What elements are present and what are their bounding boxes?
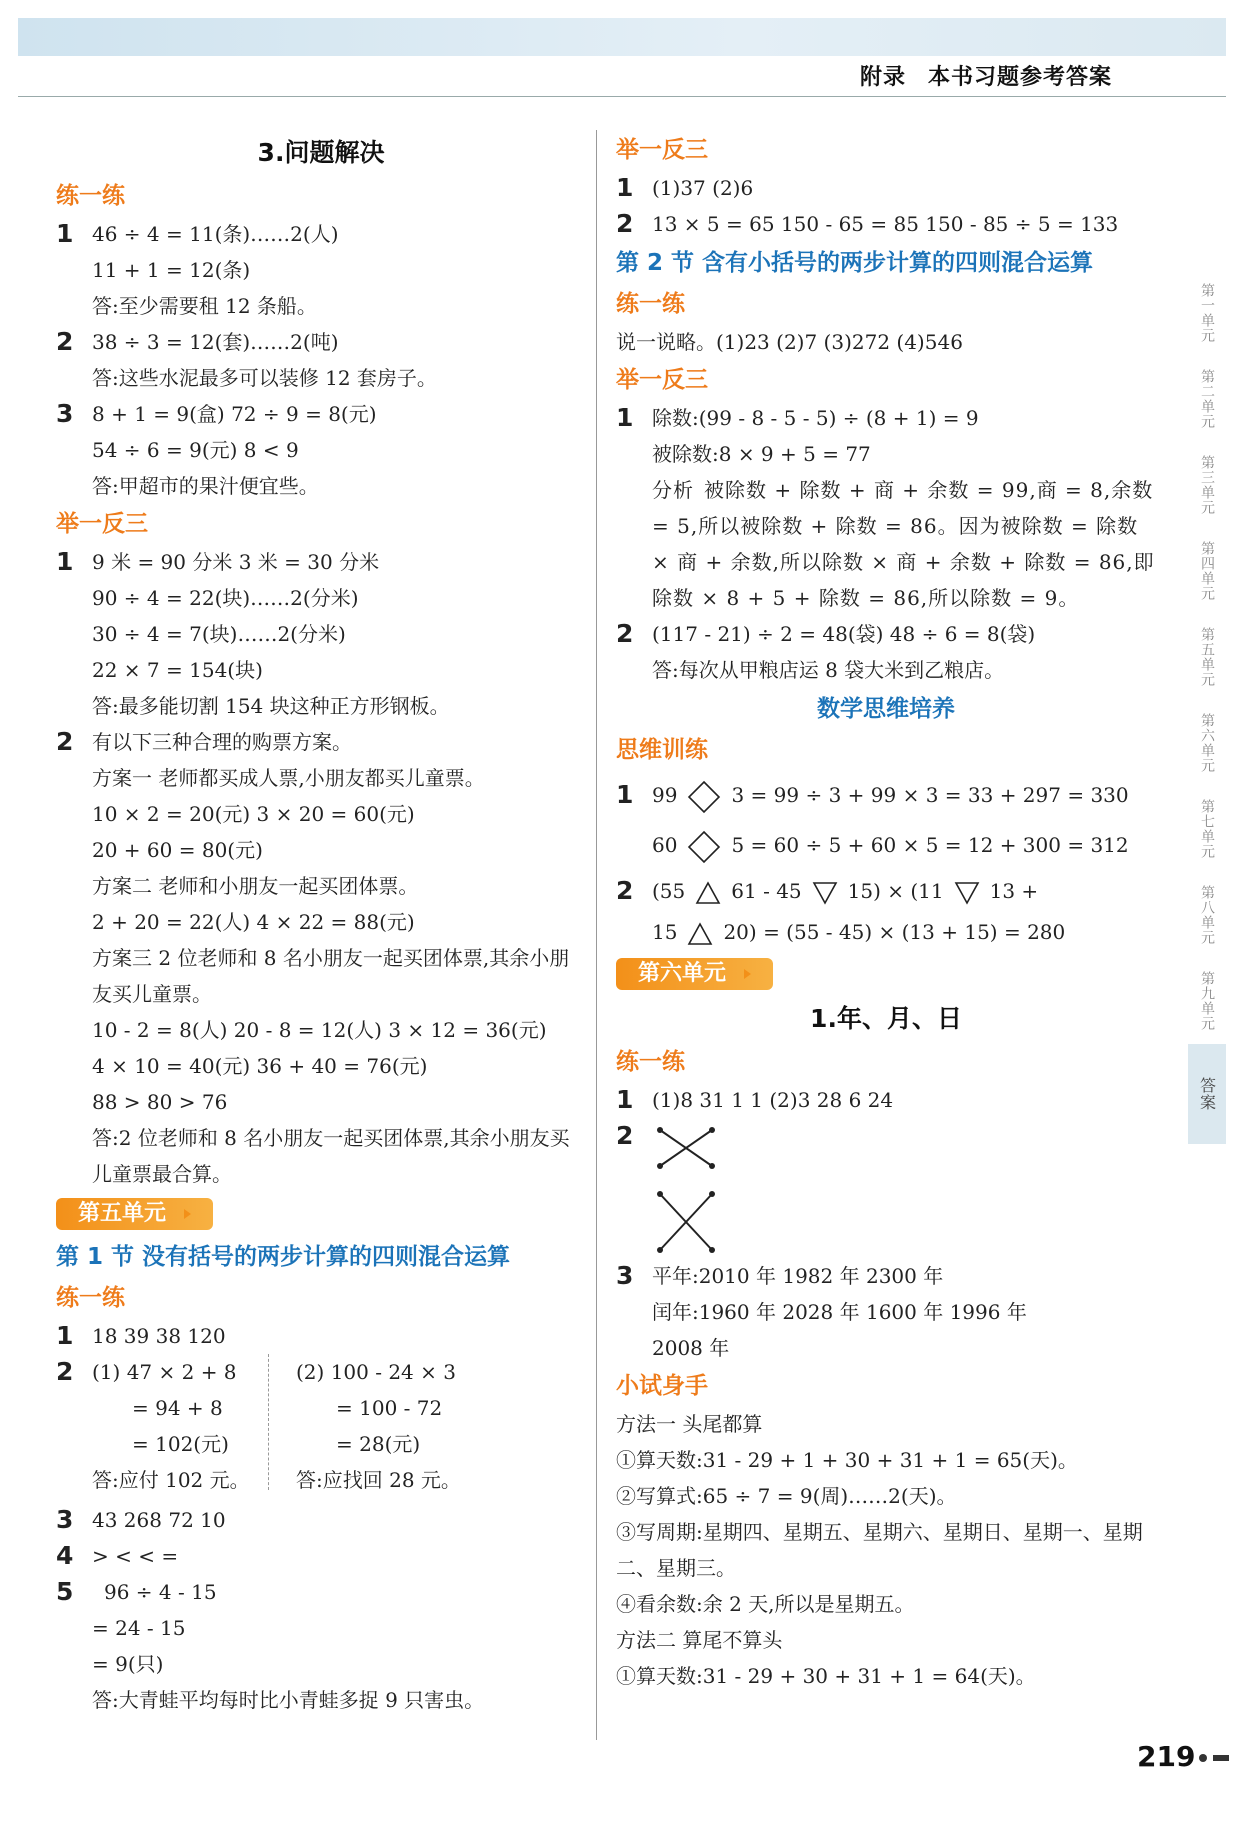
analysis-label: 分析 [652, 478, 694, 502]
question-number: 1 [616, 403, 634, 432]
answer-line: = 24 - 15 [92, 1616, 186, 1640]
matching-block [616, 1118, 1156, 1258]
column-divider [596, 130, 597, 1740]
answer-line [616, 833, 1129, 857]
answer-line: 20 + 60 = 80(元) [92, 838, 263, 862]
operand: 13 + [989, 879, 1039, 903]
unit-badge: 第六单元 [616, 958, 773, 990]
operand: 15 [652, 920, 678, 944]
sidebar-tab-unit5[interactable]: 第五单元 [1199, 627, 1215, 687]
question-number: 1 [56, 547, 74, 576]
answer-line: 答:最多能切割 154 块这种正方形钢板。 [92, 694, 450, 718]
answer-line: 8 + 1 = 9(盒) 72 ÷ 9 = 8(元) [92, 402, 377, 426]
answer-line: ④看余数:余 2 天,所以是星期五。 [616, 1592, 915, 1616]
operand: 99 [652, 783, 678, 807]
answer-line: 88 > 80 > 76 [92, 1090, 228, 1114]
answer-line: 方案一 老师都买成人票,小朋友都买儿童票。 [92, 766, 485, 790]
q2-block [56, 1354, 586, 1498]
page-number [1137, 1740, 1229, 1773]
answer-line: 答:应付 102 元。 [92, 1468, 250, 1492]
triangle-down-icon [954, 881, 980, 905]
answer-line: 10 × 2 = 20(元) 3 × 20 = 60(元) [92, 802, 415, 826]
answer-line: ①算天数:31 - 29 + 1 + 30 + 31 + 1 = 65(天)。 [616, 1448, 1078, 1472]
answer-line: > < < = [92, 1544, 179, 1568]
question-number: 3 [56, 399, 74, 428]
sidebar-tab-unit8[interactable]: 第八单元 [1199, 885, 1215, 945]
analysis-block [616, 472, 1156, 616]
answer-line: 2 + 20 = 22(人) 4 × 22 = 88(元) [92, 910, 415, 934]
left-column [56, 130, 586, 1718]
question-number: 2 [616, 619, 634, 648]
diamond-operator-icon [687, 780, 721, 814]
expression: 3 = 99 ÷ 3 + 99 × 3 = 33 + 297 = 330 [731, 783, 1129, 807]
answer-line: 4 × 10 = 40(元) 36 + 40 = 76(元) [92, 1054, 428, 1078]
heading-xiaoshi: 小试身手 [616, 1373, 708, 1399]
q2-left [92, 1354, 250, 1498]
answer-line: 被除数:8 × 9 + 5 = 77 [652, 442, 871, 466]
answer-line [616, 920, 1065, 944]
answer-line: (1)8 31 1 1 (2)3 28 6 24 [652, 1088, 894, 1112]
answer-line: 11 + 1 = 12(条) [92, 258, 251, 282]
question-number: 5 [56, 1577, 74, 1606]
sidebar-tab-unit6[interactable]: 第六单元 [1199, 713, 1215, 773]
heading-juyi: 举一反三 [56, 511, 148, 537]
sidebar-tab-unit9[interactable]: 第九单元 [1199, 971, 1215, 1031]
answer-line: (1) 47 × 2 + 8 [92, 1360, 237, 1384]
question-number: 4 [56, 1541, 74, 1570]
sidebar-tab-answers[interactable]: 答案 [1188, 1044, 1226, 1144]
sidebar-tab-unit4[interactable]: 第四单元 [1199, 541, 1215, 601]
answer-line: 答:每次从甲粮店运 8 袋大米到乙粮店。 [652, 658, 1005, 682]
answer-line: 22 × 7 = 154(块) [92, 658, 263, 682]
question-number: 2 [56, 1357, 74, 1386]
q2-right [296, 1354, 461, 1498]
header-title: 本书习题参考答案 [928, 65, 1113, 90]
answer-line: 13 × 5 = 65 150 - 65 = 85 150 - 85 ÷ 5 = 133 [652, 212, 1119, 236]
answer-line: 方法一 头尾都算 [616, 1412, 763, 1436]
answer-line: 方案二 老师和小朋友一起买团体票。 [92, 874, 419, 898]
triangle-down-icon [812, 881, 838, 905]
answer-line: (1)37 (2)6 [652, 176, 754, 200]
question-number: 1 [56, 1321, 74, 1350]
section-heading: 第 2 节 含有小括号的两步计算的四则混合运算 [616, 250, 1094, 276]
answer-line: 10 - 2 = 8(人) 20 - 8 = 12(人) 3 × 12 = 36(元) [92, 1018, 547, 1042]
unit-sidebar [1188, 270, 1226, 1144]
dashed-divider [268, 1354, 269, 1490]
answer-line: 46 ÷ 4 = 11(条)……2(人) [92, 222, 339, 246]
answer-line: ①算天数:31 - 29 + 30 + 31 + 1 = 64(天)。 [616, 1664, 1036, 1688]
answer-line: 闰年:1960 年 2028 年 1600 年 1996 年 [652, 1300, 1027, 1324]
answer-line: 答:这些水泥最多可以装修 12 套房子。 [92, 366, 437, 390]
question-number: 1 [616, 780, 634, 809]
matching-lines-icon [652, 1124, 722, 1172]
operand: 60 [652, 833, 678, 857]
answer-line: 答:至少需要租 12 条船。 [92, 294, 317, 318]
answer-line: 30 ÷ 4 = 7(块)……2(分米) [92, 622, 346, 646]
operand: 61 - 45 [731, 879, 802, 903]
answer-line: 除数:(99 - 8 - 5 - 5) ÷ (8 + 1) = 9 [652, 406, 979, 430]
heading-lianyilian: 练一练 [616, 291, 685, 317]
answer-line: 有以下三种合理的购票方案。 [92, 730, 352, 754]
answer-line: 答:2 位老师和 8 名小朋友一起买团体票,其余小朋友买儿童票最合算。 [92, 1126, 570, 1186]
answer-line: (2) 100 - 24 × 3 [296, 1360, 456, 1384]
answer-line: 说一说略。(1)23 (2)7 (3)272 (4)546 [616, 330, 963, 354]
header-appendix: 附录 [860, 65, 907, 90]
answer-line: 答:大青蛙平均每时比小青蛙多捉 9 只害虫。 [92, 1688, 485, 1712]
page-number-text: 219 [1137, 1740, 1196, 1773]
expression: 5 = 60 ÷ 5 + 60 × 5 = 12 + 300 = 312 [731, 833, 1129, 857]
diamond-operator-icon [687, 830, 721, 864]
triangle-up-icon [695, 881, 721, 905]
question-number: 3 [56, 1505, 74, 1534]
answer-line [616, 783, 1129, 807]
section-heading: 第 1 节 没有括号的两步计算的四则混合运算 [56, 1244, 511, 1270]
answer-line: = 9(只) [92, 1652, 164, 1676]
answer-line: 答:甲超市的果汁便宜些。 [92, 474, 319, 498]
matching-lines-icon [652, 1188, 722, 1258]
question-number: 3 [616, 1261, 634, 1290]
answer-line: = 94 + 8 [132, 1396, 223, 1420]
answer-line: 2008 年 [652, 1336, 730, 1360]
question-number: 2 [616, 209, 634, 238]
question-number: 1 [616, 173, 634, 202]
question-number: 2 [56, 327, 74, 356]
answer-line: ③写周期:星期四、星期五、星期六、星期日、星期一、星期二、星期三。 [616, 1520, 1143, 1580]
answer-line: 18 39 38 120 [92, 1324, 226, 1348]
answer-line: 43 268 72 10 [92, 1508, 226, 1532]
sidebar-tab-unit3[interactable]: 第三单元 [1199, 455, 1215, 515]
question-number: 2 [616, 876, 634, 905]
answer-line: 96 ÷ 4 - 15 [104, 1580, 217, 1604]
section-title: 1.年、月、日 [810, 1004, 962, 1033]
answer-line: 54 ÷ 6 = 9(元) 8 < 9 [92, 438, 299, 462]
heading-lianyilian: 练一练 [616, 1049, 685, 1075]
right-column [616, 130, 1156, 1694]
heading-juyi: 举一反三 [616, 367, 708, 393]
operand: 15) × (11 [847, 879, 944, 903]
dot-decor [1199, 1754, 1207, 1762]
heading-siwei: 思维训练 [616, 737, 708, 763]
answer-line: = 102(元) [132, 1432, 229, 1456]
answer-line: 方案三 2 位老师和 8 名小朋友一起买团体票,其余小朋友买儿童票。 [92, 946, 570, 1006]
dash-decor [1213, 1755, 1229, 1761]
question-number: 1 [616, 1085, 634, 1114]
unit-badge: 第五单元 [56, 1198, 213, 1230]
sidebar-tab-unit2[interactable]: 第二单元 [1199, 369, 1215, 429]
answer-line: (117 - 21) ÷ 2 = 48(袋) 48 ÷ 6 = 8(袋) [652, 622, 1036, 646]
sidebar-tab-unit1[interactable]: 第一单元 [1199, 283, 1215, 343]
header-rule [18, 96, 1226, 97]
expression: 20) = (55 - 45) × (13 + 15) = 280 [723, 920, 1066, 944]
answer-line: ②写算式:65 ÷ 7 = 9(周)……2(天)。 [616, 1484, 957, 1508]
heading-lianyilian: 练一练 [56, 183, 125, 209]
triangle-up-icon [687, 922, 713, 946]
answer-line [616, 879, 1038, 903]
analysis-text: 被除数 + 除数 + 商 + 余数 = 99,商 = 8,余数 = 5,所以被除数 + 除数 = 86。因为被除数 = 除数 × 商 + 余数,所以除数 × 商 + 余数 + 除数 = 86,即除数 × 8 + 5 + 除数 = 86,所以除数 = 9。 [652, 478, 1155, 610]
sidebar-tab-unit7[interactable]: 第七单元 [1199, 799, 1215, 859]
heading-juyi: 举一反三 [616, 137, 708, 163]
answer-line: 90 ÷ 4 = 22(块)……2(分米) [92, 586, 359, 610]
question-number: 1 [56, 219, 74, 248]
answer-line: = 28(元) [336, 1432, 421, 1456]
answer-line: 方法二 算尾不算头 [616, 1628, 783, 1652]
answer-line: = 100 - 72 [336, 1396, 443, 1420]
think-title: 数学思维培养 [817, 696, 955, 722]
page-header [860, 60, 1134, 91]
top-decor-bar [18, 18, 1226, 56]
question-number: 2 [56, 727, 74, 756]
answer-line: 平年:2010 年 1982 年 2300 年 [652, 1264, 944, 1288]
question-number: 2 [616, 1121, 634, 1150]
section-title: 3.问题解决 [257, 138, 385, 167]
answer-line: 9 米 = 90 分米 3 米 = 30 分米 [92, 550, 380, 574]
operand: (55 [652, 879, 686, 903]
heading-lianyilian: 练一练 [56, 1285, 125, 1311]
answer-line: 答:应找回 28 元。 [296, 1468, 461, 1492]
answer-line: 38 ÷ 3 = 12(套)……2(吨) [92, 330, 339, 354]
